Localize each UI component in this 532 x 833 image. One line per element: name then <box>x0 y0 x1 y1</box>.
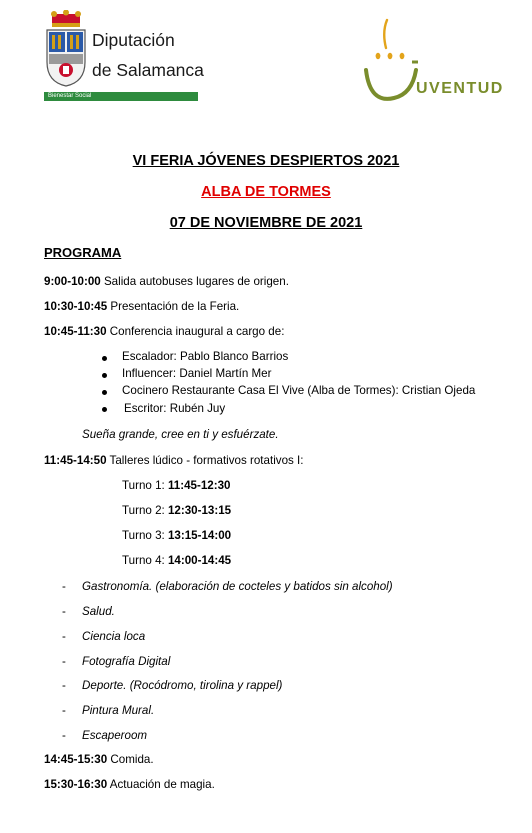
activity-item: Salud. <box>82 605 115 618</box>
turn-label: Turno 1: <box>122 479 168 492</box>
speaker-item: Escritor: Rubén Juy <box>124 402 226 415</box>
schedule-item <box>44 454 303 467</box>
event-date: 07 DE NOVIEMBRE DE 2021 <box>169 215 363 231</box>
schedule-text: Talleres lúdico - formativos rotativos I: <box>106 454 304 467</box>
turn-time: 12:30-13:15 <box>167 504 232 517</box>
turn-label: Turno 2: <box>122 504 168 517</box>
org-name-de: de <box>92 60 112 80</box>
speaker-item: Escalador: Pablo Blanco Barrios <box>122 350 289 363</box>
dash-marker: - <box>62 655 66 668</box>
turn-label: Turno 3: <box>122 529 168 542</box>
activity-item: Deporte. (Rocódromo, tirolina y rappel) <box>82 679 283 692</box>
event-title: VI FERIA JÓVENES DESPIERTOS 2021 <box>132 153 400 169</box>
program-heading: PROGRAMA <box>44 245 122 260</box>
schedule-text: Comida. <box>107 753 154 766</box>
dash-marker: - <box>62 704 66 717</box>
turn-item <box>122 504 231 517</box>
turn-label: Turno 4: <box>122 554 168 567</box>
juventud-wordmark: UVENTUD <box>416 80 504 97</box>
turn-time: 14:00-14:45 <box>167 554 232 567</box>
bullet-icon <box>102 390 107 395</box>
speaker-item: Influencer: Daniel Martín Mer <box>122 367 272 380</box>
schedule-text: Salida autobuses lugares de origen. <box>100 275 289 288</box>
dash-marker: - <box>62 605 66 618</box>
org-name-line1: Diputación <box>92 30 175 50</box>
schedule-text: Actuación de magia. <box>107 778 215 791</box>
diputacion-logo <box>44 10 204 102</box>
juventud-logo <box>360 18 510 104</box>
dash-marker: - <box>62 630 66 643</box>
department-label: Bienestar Social <box>48 93 92 99</box>
schedule-item <box>44 275 289 288</box>
motto: Sueña grande, cree en ti y esfuérzate. <box>82 428 279 441</box>
schedule-time: 9:00-10:00 <box>44 275 101 288</box>
schedule-time: 10:30-10:45 <box>44 300 108 313</box>
schedule-time: 10:45-11:30 <box>44 325 107 338</box>
schedule-time: 14:45-15:30 <box>44 753 108 766</box>
bullet-icon <box>102 373 107 378</box>
event-location: ALBA DE TORMES <box>201 184 331 200</box>
org-name-line2 <box>92 60 204 81</box>
schedule-time: 15:30-16:30 <box>44 778 108 791</box>
schedule-item <box>44 300 239 313</box>
turn-item <box>122 479 231 492</box>
schedule-text: Conferencia inaugural a cargo de: <box>106 325 285 338</box>
activity-item: Fotografía Digital <box>82 655 171 668</box>
turn-item <box>122 529 231 542</box>
activity-item: Escaperoom <box>82 729 148 742</box>
dash-marker: - <box>62 580 66 593</box>
dash-marker: - <box>62 729 66 742</box>
bullet-icon <box>102 407 107 412</box>
dash-marker: - <box>62 679 66 692</box>
turn-item <box>122 554 231 567</box>
org-name-salamanca: Salamanca <box>116 60 204 80</box>
bullet-icon <box>102 356 107 361</box>
activity-item: Ciencia loca <box>82 630 146 643</box>
schedule-item <box>44 325 284 338</box>
speaker-item: Cocinero Restaurante Casa El Vive (Alba de Tormes): Cristian Ojeda <box>122 384 476 397</box>
activity-item: Pintura Mural. <box>82 704 155 717</box>
activity-item: Gastronomía. (elaboración de cocteles y batidos sin alcohol) <box>82 580 393 593</box>
schedule-item <box>44 778 215 791</box>
schedule-time: 11:45-14:50 <box>44 454 107 467</box>
schedule-text: Presentación de la Feria. <box>107 300 240 313</box>
turn-time: 13:15-14:00 <box>167 529 232 542</box>
schedule-item <box>44 753 154 766</box>
coat-of-arms-icon <box>44 10 88 88</box>
turn-time: 11:45-12:30 <box>167 479 231 492</box>
